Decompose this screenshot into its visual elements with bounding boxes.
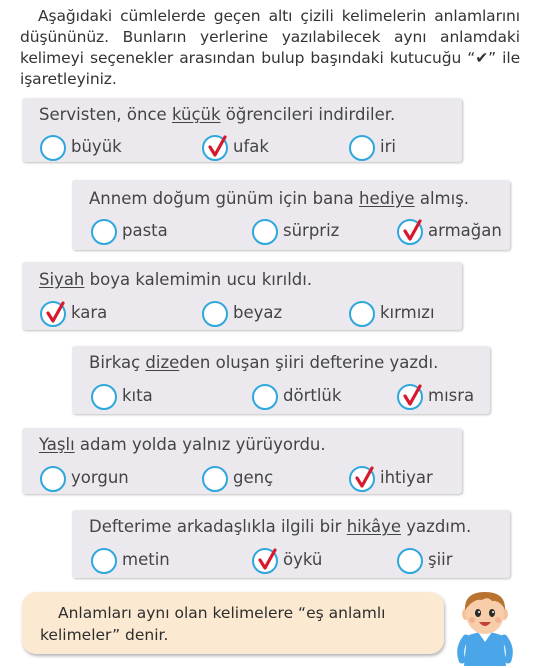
checkbox-circle[interactable]	[40, 135, 66, 161]
checkbox-circle[interactable]	[349, 135, 375, 161]
option-label: sürpriz	[283, 221, 340, 240]
checkbox-circle[interactable]	[252, 384, 278, 410]
question-sentence: Servisten, önce küçük öğrencileri indirdiler.	[39, 105, 396, 124]
option-label: ihtiyar	[380, 468, 433, 487]
underlined-word: küçük	[171, 105, 221, 124]
underlined-word: hikâye	[346, 517, 402, 536]
checkmark-icon	[354, 464, 376, 490]
option-label: beyaz	[233, 303, 283, 322]
info-note	[22, 592, 444, 654]
option-label: pasta	[122, 221, 168, 240]
boy-illustration	[454, 586, 516, 666]
question-sentence: Birkaç dizeden oluşan şiiri defterine yazdı.	[89, 353, 439, 372]
checkbox-circle[interactable]	[202, 301, 228, 327]
option-label: ufak	[233, 137, 269, 156]
option-label: genç	[233, 468, 274, 487]
question-card-2	[72, 180, 510, 250]
option-label: yorgun	[71, 468, 129, 487]
checkmark-icon	[402, 382, 424, 408]
question-card-1	[22, 98, 462, 162]
instructions-text: Aşağıdaki cümlelerde geçen altı çizili kelimelerin anlamlarını düşününüz. Bunların yerlerine yazılabilecek aynı anlamdaki kelimeyi seçenekler arasından bulup başındaki kutucuğu “✔” ile işaretleyiniz.	[20, 7, 520, 88]
checkbox-circle[interactable]	[202, 466, 228, 492]
option-label: armağan	[428, 221, 502, 240]
checkbox-circle[interactable]	[91, 219, 117, 245]
note-text: Anlamları aynı olan kelimelere “eş anlamlı kelimeler” denir.	[40, 604, 386, 644]
checkbox-circle[interactable]	[397, 548, 423, 574]
option-label: büyük	[71, 137, 122, 156]
checkmark-icon	[207, 133, 229, 159]
option-label: öykü	[283, 550, 323, 569]
checkbox-circle[interactable]	[40, 466, 66, 492]
question-sentence: Annem doğum günüm için bana hediye almış.	[89, 189, 470, 208]
underlined-word: Yaşlı	[39, 435, 75, 454]
question-card-5	[22, 428, 462, 494]
option-label: şiir	[428, 550, 453, 569]
checkbox-circle[interactable]	[91, 384, 117, 410]
option-label: metin	[122, 550, 170, 569]
option-label: dörtlük	[283, 386, 342, 405]
checkmark-icon	[402, 217, 424, 243]
checkbox-circle[interactable]	[252, 219, 278, 245]
underlined-word: hediye	[359, 189, 415, 208]
checkbox-circle[interactable]	[91, 548, 117, 574]
option-label: kıta	[122, 386, 153, 405]
checkmark-icon	[257, 546, 279, 572]
checkbox-circle[interactable]	[349, 301, 375, 327]
option-label: kara	[71, 303, 108, 322]
question-sentence: Yaşlı adam yolda yalnız yürüyordu.	[39, 435, 326, 454]
question-card-6	[72, 510, 510, 578]
question-card-3	[22, 262, 462, 330]
underlined-word: Siyah	[39, 270, 85, 289]
option-label: iri	[380, 137, 396, 156]
question-sentence: Defterime arkadaşlıkla ilgili bir hikâye yazdım.	[89, 517, 472, 536]
question-card-4	[72, 346, 490, 414]
underlined-word: dize	[145, 353, 180, 372]
checkmark-icon	[45, 299, 67, 325]
option-label: mısra	[428, 386, 475, 405]
option-label: kırmızı	[380, 303, 435, 322]
question-sentence: Siyah boya kalemimin ucu kırıldı.	[39, 270, 313, 289]
